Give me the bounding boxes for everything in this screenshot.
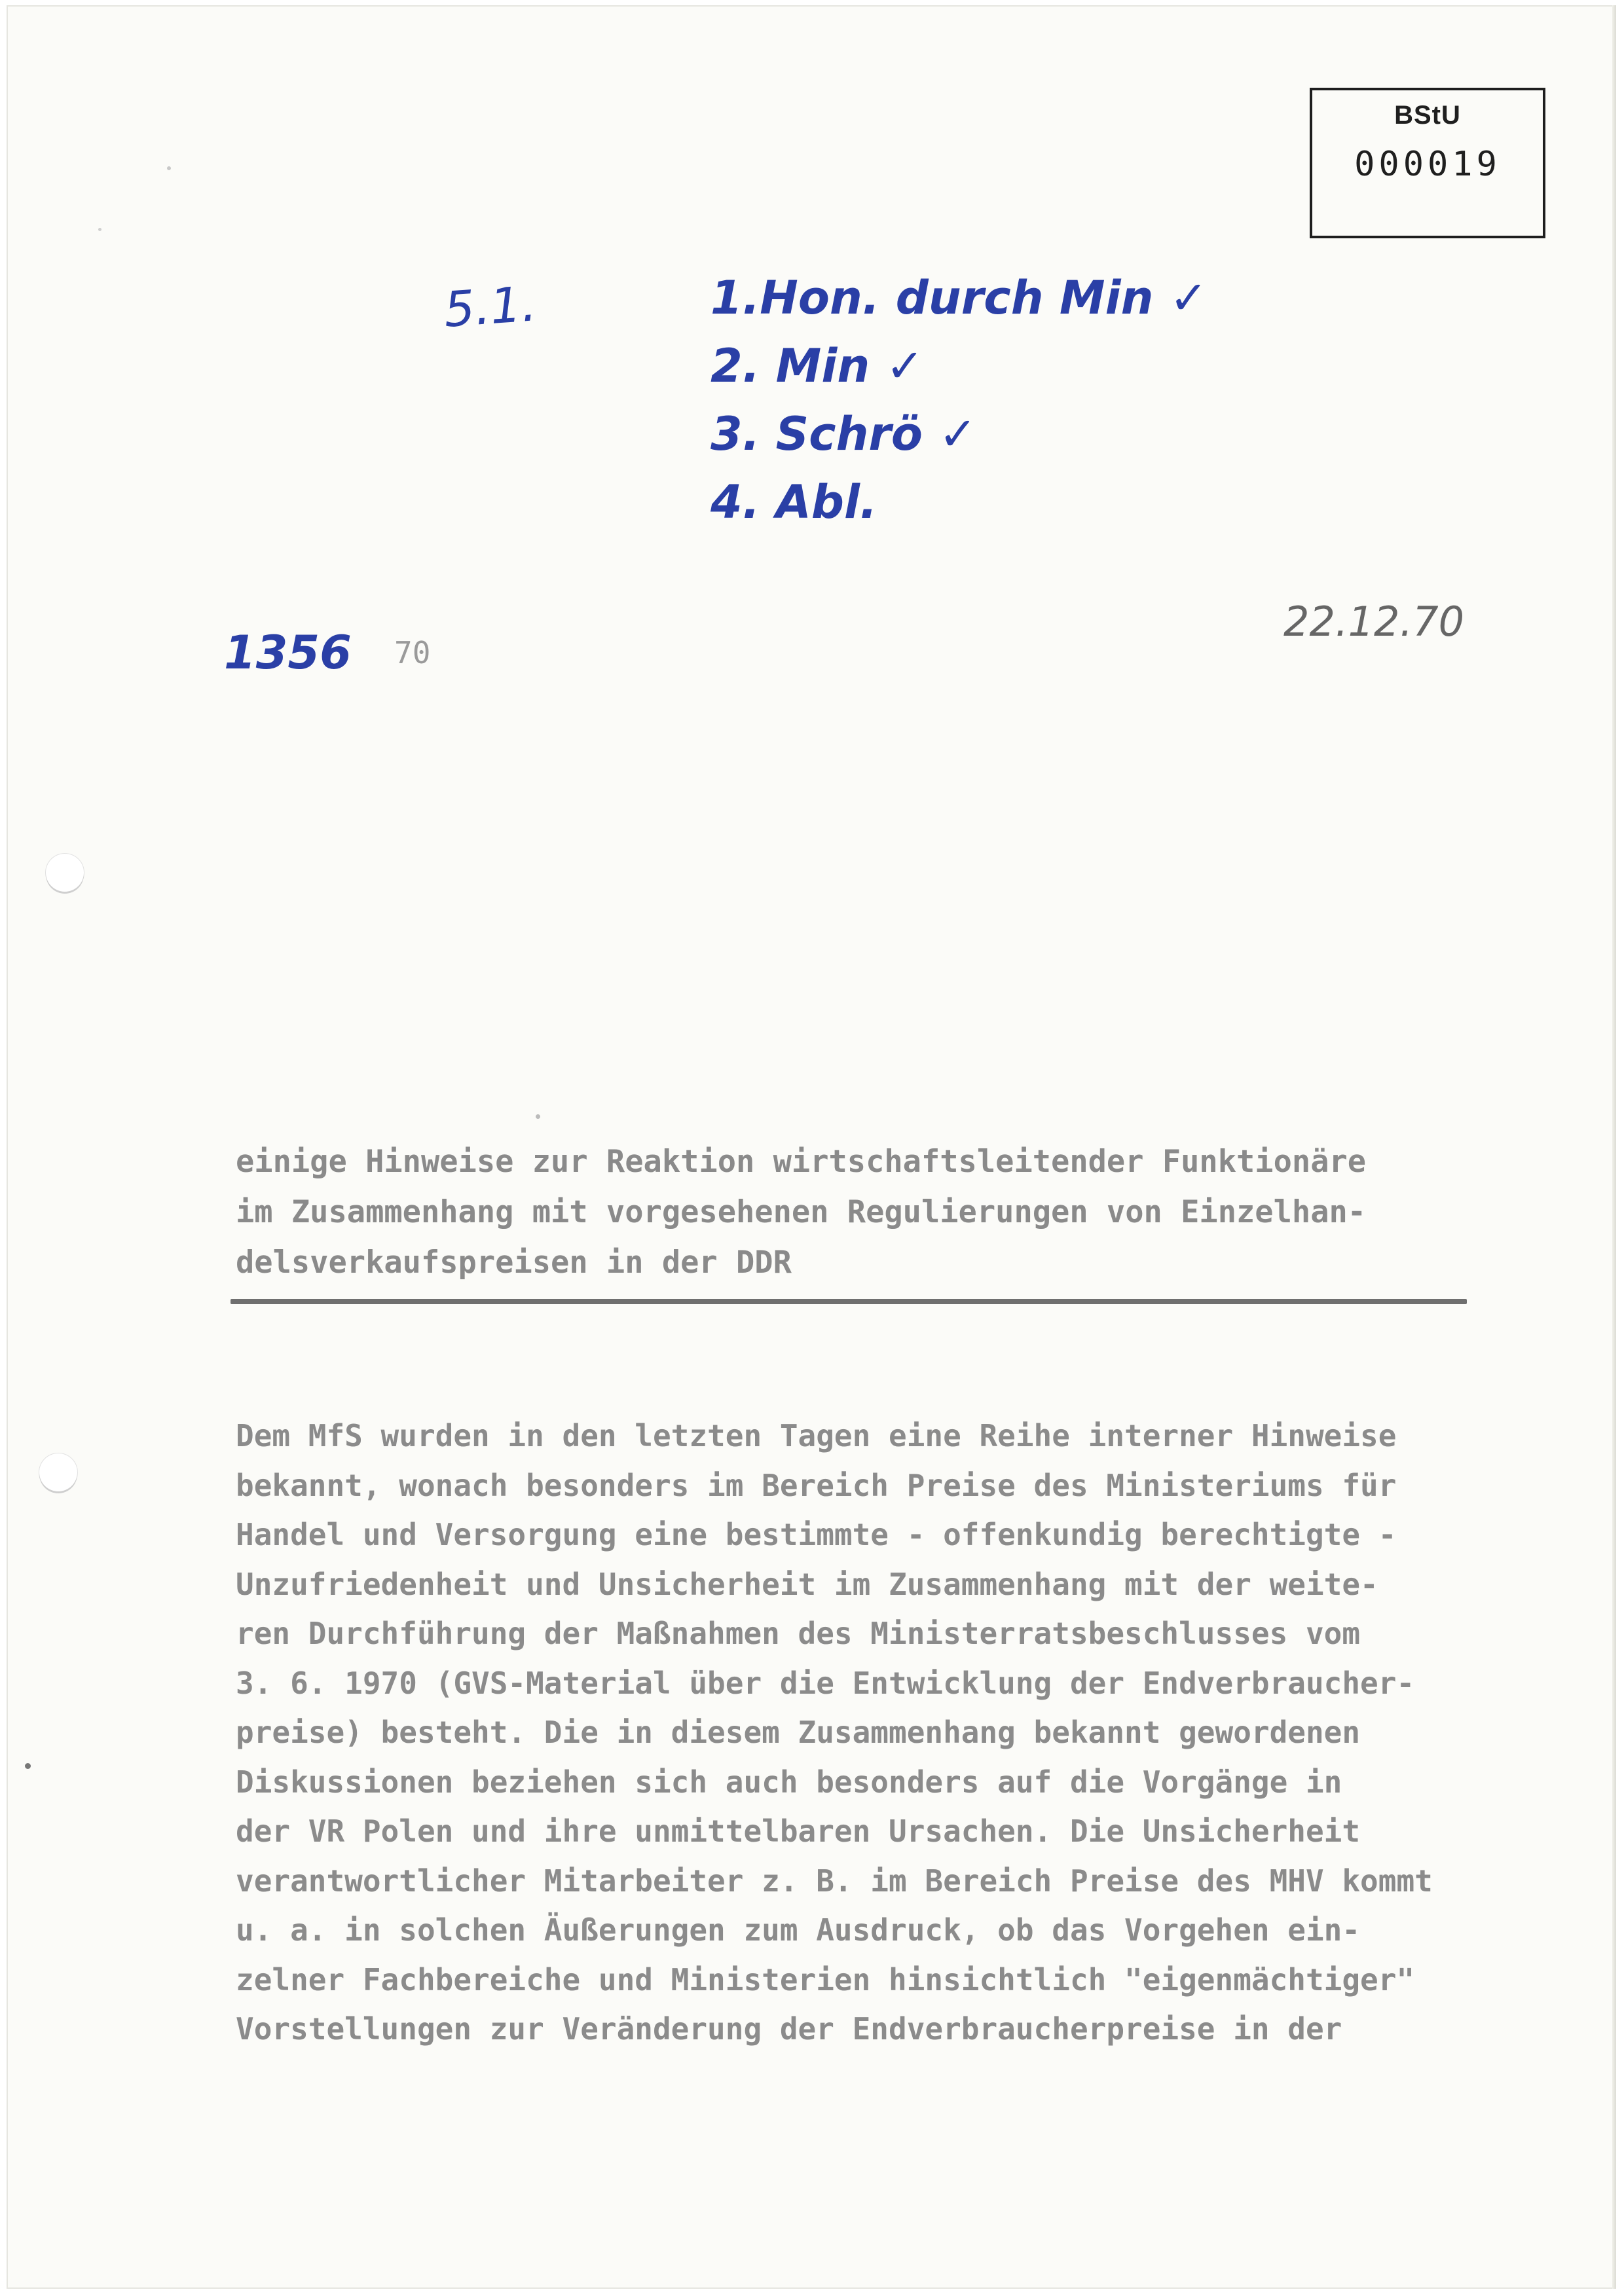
body-line: Diskussionen beziehen sich auch besonders auf die Vorgänge in [236,1764,1342,1800]
routing-item-1: 1.Hon. durch Min ✓ [710,271,1208,325]
registry-number: 1356 [224,626,352,680]
heading-line: im Zusammenhang mit vorgesehenen Regulierungen von Einzelhan- [236,1194,1367,1230]
body-line: Unzufriedenheit und Unsicherheit im Zusammenhang mit der weite- [236,1566,1378,1602]
body-line: Handel und Versorgung eine bestimmte - offenkundig berechtigte - [236,1517,1397,1552]
stamp-org: BStU [1394,101,1461,130]
archive-stamp [1310,88,1545,238]
body-line: Vorstellungen zur Veränderung der Endverbraucherpreise in der [236,2011,1342,2047]
handwritten-date: 22.12.70 [1283,598,1465,646]
paper-speck [98,228,101,231]
body-line: verantwortlicher Mitarbeiter z. B. im Bereich Preise des MHV kommt [236,1863,1433,1899]
paper-speck [25,1763,31,1769]
check-icon: ✓ [1169,271,1208,325]
routing-list [710,264,1208,536]
routing-item-2: 2. Min ✓ [710,339,925,393]
body-line: u. a. in solchen Äußerungen zum Ausdruck, ob das Vorgehen ein- [236,1912,1361,1948]
document-body [236,1412,1572,2054]
handwritten-main-number: 5.1. [442,276,539,338]
punch-hole-bottom [39,1453,77,1491]
body-line: ren Durchführung der Maßnahmen des Ministerratsbeschlusses vom [236,1616,1361,1651]
paper-speck [536,1114,540,1119]
heading-underline [231,1299,1467,1304]
paper-speck [167,166,171,170]
document-heading [236,1137,1480,1288]
body-line: Dem MfS wurden in den letzten Tagen eine Reihe interner Hinweise [236,1418,1397,1453]
registry-year: 70 [394,635,431,670]
punch-hole-top [46,854,84,892]
body-line: bekannt, wonach besonders im Bereich Preise des Ministeriums für [236,1467,1397,1503]
routing-item-3: 3. Schrö ✓ [710,407,978,461]
check-icon: ✓ [885,339,925,393]
check-icon: ✓ [938,407,978,461]
heading-line: einige Hinweise zur Reaktion wirtschaftsleitender Funktionäre [236,1144,1367,1180]
document-page [7,5,1616,2289]
heading-line: delsverkaufspreisen in der DDR [236,1245,792,1281]
body-line: preise) besteht. Die in diesem Zusammenhang bekannt gewordenen [236,1715,1361,1750]
body-line: 3. 6. 1970 (GVS-Material über die Entwicklung der Endverbraucher- [236,1665,1415,1701]
body-line: zelner Fachbereiche und Ministerien hinsichtlich "eigenmächtiger" [236,1961,1415,1997]
body-line: der VR Polen und ihre unmittelbaren Ursachen. Die Unsicherheit [236,1813,1361,1849]
routing-item-4: 4. Abl. [710,475,877,529]
stamp-number: 000019 [1354,145,1501,184]
